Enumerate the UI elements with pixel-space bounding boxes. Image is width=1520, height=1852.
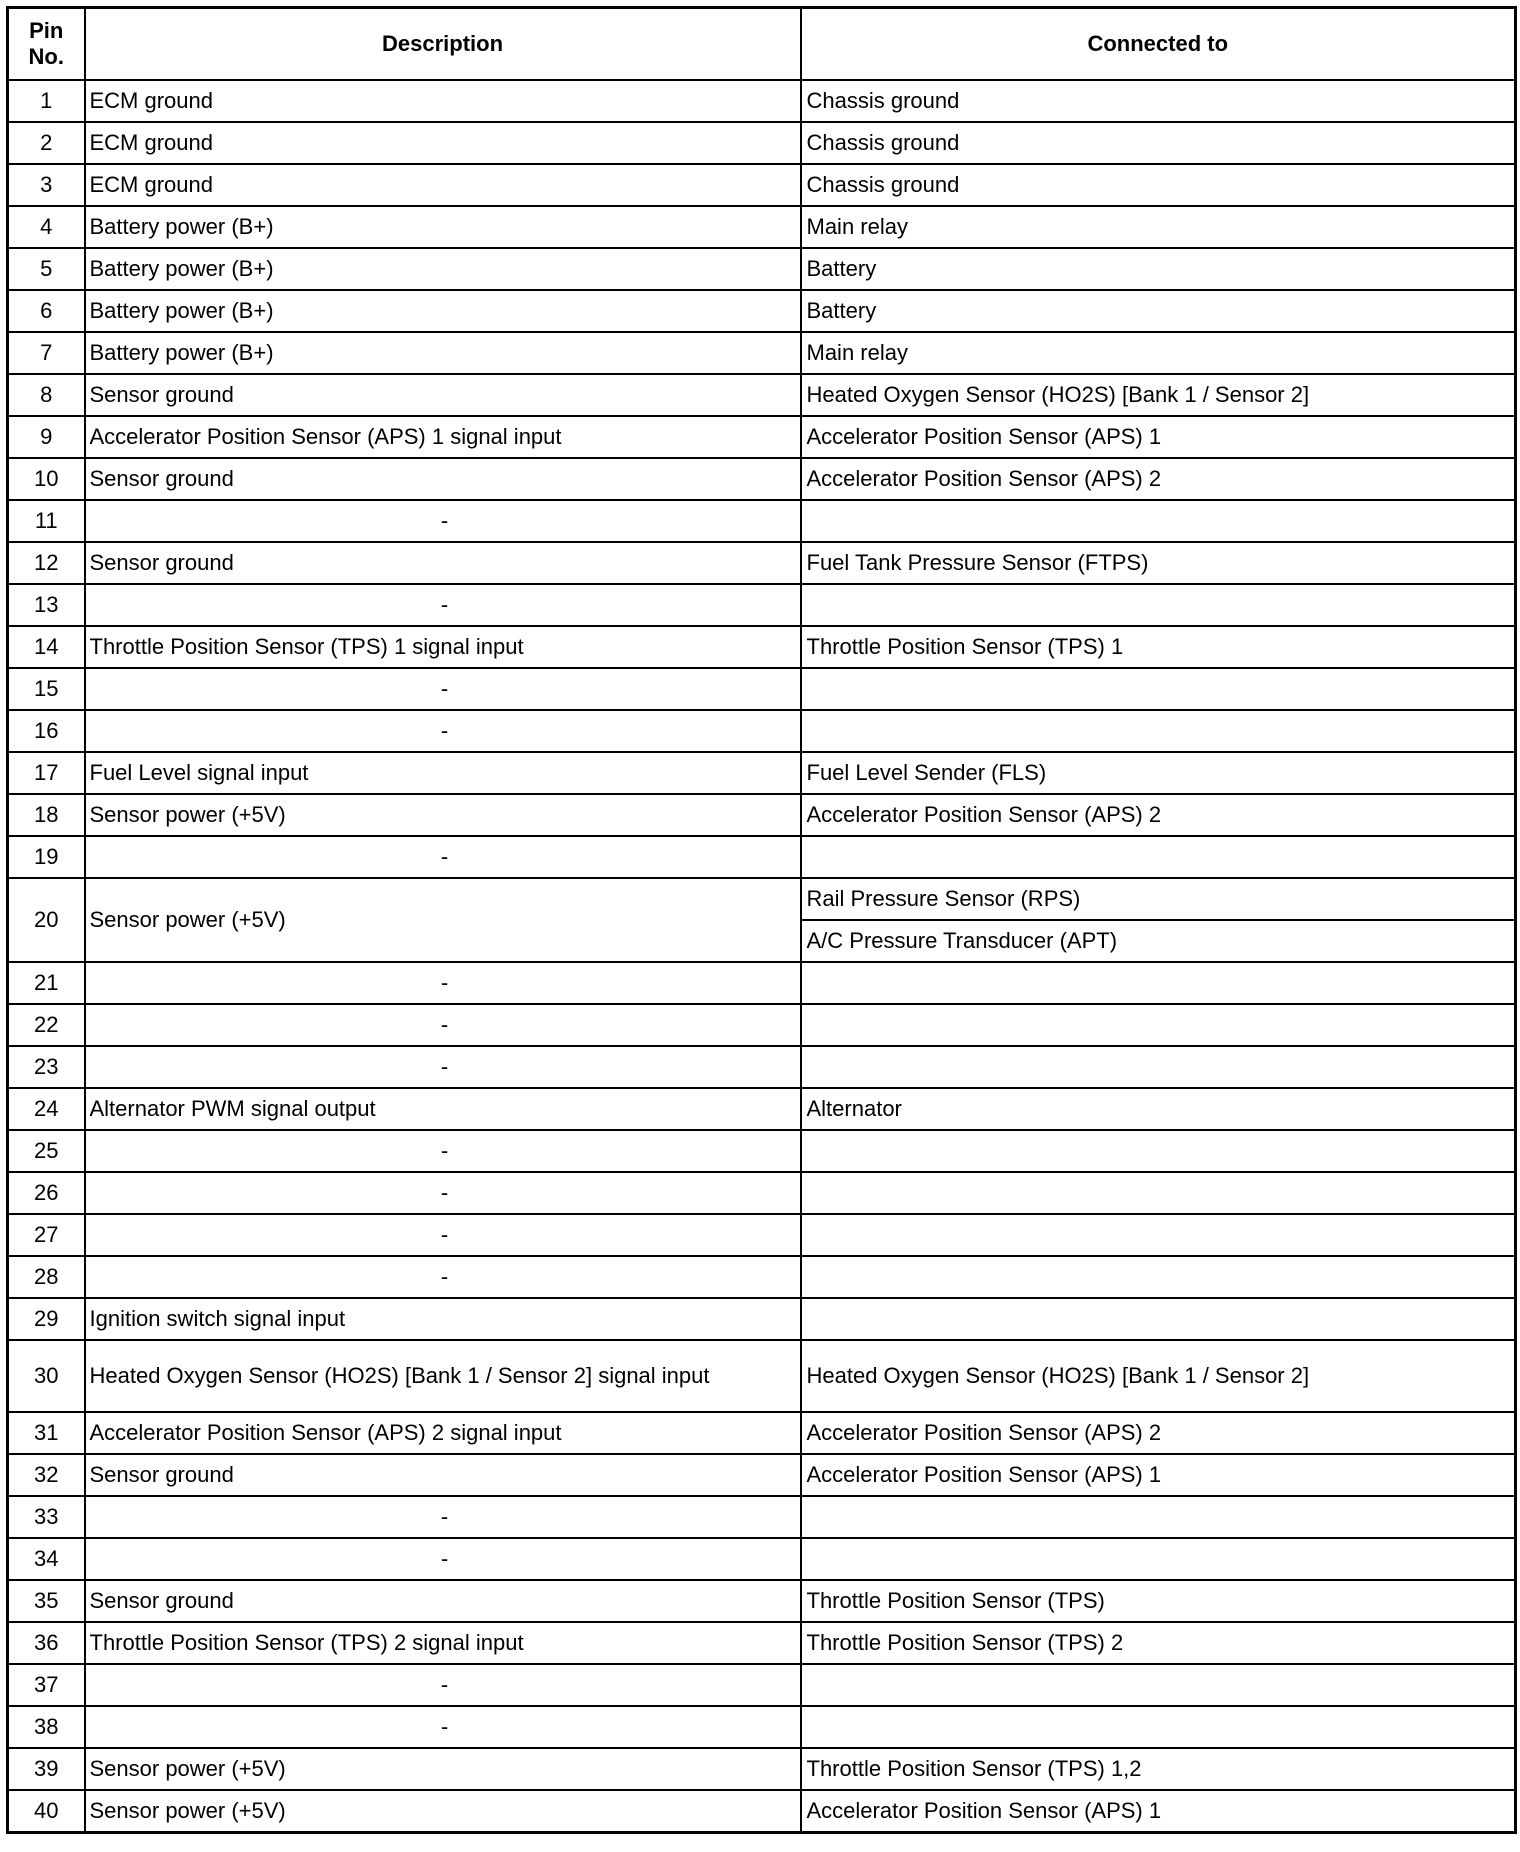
table-row bbox=[8, 878, 1516, 920]
pin-connected-to: Chassis ground bbox=[801, 80, 1516, 122]
pin-number: 7 bbox=[8, 332, 85, 374]
pin-number: 20 bbox=[8, 878, 85, 962]
header-pin: Pin No. bbox=[8, 8, 85, 81]
pin-description: Battery power (B+) bbox=[85, 248, 801, 290]
pin-number: 4 bbox=[8, 206, 85, 248]
pin-number: 12 bbox=[8, 542, 85, 584]
table-row bbox=[8, 626, 1516, 668]
pin-description: Sensor ground bbox=[85, 458, 801, 500]
pin-description: Heated Oxygen Sensor (HO2S) [Bank 1 / Sensor 2] signal input bbox=[85, 1340, 801, 1412]
table-row bbox=[8, 668, 1516, 710]
pin-connected-to: Alternator bbox=[801, 1088, 1516, 1130]
table-row bbox=[8, 122, 1516, 164]
pin-description: Sensor ground bbox=[85, 542, 801, 584]
pin-connected-to bbox=[801, 962, 1516, 1004]
header-connected-to: Connected to bbox=[801, 8, 1516, 81]
pin-connected-to: Throttle Position Sensor (TPS) bbox=[801, 1580, 1516, 1622]
pin-connected-to bbox=[801, 584, 1516, 626]
pin-connected-to: Fuel Level Sender (FLS) bbox=[801, 752, 1516, 794]
pin-number: 3 bbox=[8, 164, 85, 206]
table-row bbox=[8, 1256, 1516, 1298]
pin-number: 33 bbox=[8, 1496, 85, 1538]
pin-number: 18 bbox=[8, 794, 85, 836]
pin-description: - bbox=[85, 1496, 801, 1538]
table-row bbox=[8, 1538, 1516, 1580]
table-row bbox=[8, 416, 1516, 458]
pin-description: - bbox=[85, 1538, 801, 1580]
pin-connected-to: Main relay bbox=[801, 332, 1516, 374]
pin-number: 38 bbox=[8, 1706, 85, 1748]
table-row bbox=[8, 1496, 1516, 1538]
pin-description: Fuel Level signal input bbox=[85, 752, 801, 794]
pin-connected-to: Heated Oxygen Sensor (HO2S) [Bank 1 / Sensor 2] bbox=[801, 1340, 1516, 1412]
table-row bbox=[8, 1172, 1516, 1214]
header-description: Description bbox=[85, 8, 801, 81]
pin-connected-to: Throttle Position Sensor (TPS) 2 bbox=[801, 1622, 1516, 1664]
pin-description: - bbox=[85, 710, 801, 752]
table-row bbox=[8, 962, 1516, 1004]
pin-connected-to: Accelerator Position Sensor (APS) 1 bbox=[801, 1454, 1516, 1496]
table-row bbox=[8, 1340, 1516, 1412]
pin-description: ECM ground bbox=[85, 80, 801, 122]
pin-number: 28 bbox=[8, 1256, 85, 1298]
pin-description: Sensor ground bbox=[85, 374, 801, 416]
table-row bbox=[8, 794, 1516, 836]
pin-connected-to: Throttle Position Sensor (TPS) 1 bbox=[801, 626, 1516, 668]
pin-description: Throttle Position Sensor (TPS) 1 signal input bbox=[85, 626, 801, 668]
pin-number: 13 bbox=[8, 584, 85, 626]
table-row bbox=[8, 1130, 1516, 1172]
table-row bbox=[8, 206, 1516, 248]
pin-connected-to: Accelerator Position Sensor (APS) 2 bbox=[801, 1412, 1516, 1454]
pin-connected-to: Chassis ground bbox=[801, 122, 1516, 164]
pin-connected-to: Fuel Tank Pressure Sensor (FTPS) bbox=[801, 542, 1516, 584]
pin-description: - bbox=[85, 1214, 801, 1256]
pin-description: Sensor power (+5V) bbox=[85, 794, 801, 836]
pin-number: 9 bbox=[8, 416, 85, 458]
pin-number: 34 bbox=[8, 1538, 85, 1580]
pin-description: ECM ground bbox=[85, 164, 801, 206]
pin-number: 31 bbox=[8, 1412, 85, 1454]
pin-description: Throttle Position Sensor (TPS) 2 signal input bbox=[85, 1622, 801, 1664]
pin-connected-to bbox=[801, 1706, 1516, 1748]
pin-number: 36 bbox=[8, 1622, 85, 1664]
pin-description: Battery power (B+) bbox=[85, 290, 801, 332]
pin-description: - bbox=[85, 836, 801, 878]
pin-connected-to: Accelerator Position Sensor (APS) 2 bbox=[801, 794, 1516, 836]
table-row bbox=[8, 1004, 1516, 1046]
table-row bbox=[8, 374, 1516, 416]
pin-connected-to bbox=[801, 710, 1516, 752]
pin-number: 11 bbox=[8, 500, 85, 542]
pin-description: Ignition switch signal input bbox=[85, 1298, 801, 1340]
pin-connected-to bbox=[801, 1538, 1516, 1580]
table-row bbox=[8, 584, 1516, 626]
pin-connected-to: Battery bbox=[801, 290, 1516, 332]
pin-number: 10 bbox=[8, 458, 85, 500]
pin-number: 30 bbox=[8, 1340, 85, 1412]
pin-description: - bbox=[85, 1256, 801, 1298]
pin-description: Accelerator Position Sensor (APS) 2 signal input bbox=[85, 1412, 801, 1454]
pin-connected-to bbox=[801, 1256, 1516, 1298]
pin-table bbox=[6, 6, 1517, 1834]
pin-description: - bbox=[85, 1130, 801, 1172]
pin-number: 24 bbox=[8, 1088, 85, 1130]
table-row bbox=[8, 1088, 1516, 1130]
pin-number: 16 bbox=[8, 710, 85, 752]
pin-connected-to bbox=[801, 1298, 1516, 1340]
pin-connected-to: Accelerator Position Sensor (APS) 1 bbox=[801, 416, 1516, 458]
table-row bbox=[8, 1214, 1516, 1256]
pin-number: 26 bbox=[8, 1172, 85, 1214]
pin-number: 22 bbox=[8, 1004, 85, 1046]
table-row bbox=[8, 1046, 1516, 1088]
pin-description: Sensor power (+5V) bbox=[85, 878, 801, 962]
table-row bbox=[8, 500, 1516, 542]
pin-description: - bbox=[85, 1004, 801, 1046]
pin-connected-to: Accelerator Position Sensor (APS) 2 bbox=[801, 458, 1516, 500]
pin-description: Sensor power (+5V) bbox=[85, 1748, 801, 1790]
pin-description: Alternator PWM signal output bbox=[85, 1088, 801, 1130]
pin-connected-to bbox=[801, 1496, 1516, 1538]
pin-number: 40 bbox=[8, 1790, 85, 1833]
pin-number: 35 bbox=[8, 1580, 85, 1622]
pin-number: 23 bbox=[8, 1046, 85, 1088]
table-row bbox=[8, 1748, 1516, 1790]
pin-connected-to bbox=[801, 1664, 1516, 1706]
pin-description: Sensor ground bbox=[85, 1454, 801, 1496]
header-row bbox=[8, 8, 1516, 81]
table-row bbox=[8, 290, 1516, 332]
table-row bbox=[8, 248, 1516, 290]
pin-connected-to: Main relay bbox=[801, 206, 1516, 248]
pin-description: - bbox=[85, 1172, 801, 1214]
table-row bbox=[8, 710, 1516, 752]
table-row bbox=[8, 1454, 1516, 1496]
pin-number: 14 bbox=[8, 626, 85, 668]
table-row bbox=[8, 836, 1516, 878]
pin-number: 2 bbox=[8, 122, 85, 164]
table-row bbox=[8, 1790, 1516, 1833]
pin-description: Battery power (B+) bbox=[85, 332, 801, 374]
pin-connected-to: Throttle Position Sensor (TPS) 1,2 bbox=[801, 1748, 1516, 1790]
pin-number: 21 bbox=[8, 962, 85, 1004]
pin-description: - bbox=[85, 1046, 801, 1088]
pin-description: - bbox=[85, 962, 801, 1004]
pin-number: 19 bbox=[8, 836, 85, 878]
pin-number: 25 bbox=[8, 1130, 85, 1172]
pin-number: 5 bbox=[8, 248, 85, 290]
table-row bbox=[8, 1622, 1516, 1664]
pin-description: - bbox=[85, 584, 801, 626]
table-row bbox=[8, 80, 1516, 122]
pin-connected-to bbox=[801, 836, 1516, 878]
pin-connected-to bbox=[801, 1004, 1516, 1046]
table-row bbox=[8, 332, 1516, 374]
table-row bbox=[8, 458, 1516, 500]
pin-connected-to bbox=[801, 1046, 1516, 1088]
pin-connected-to: Battery bbox=[801, 248, 1516, 290]
pin-connected-to: Chassis ground bbox=[801, 164, 1516, 206]
table-row bbox=[8, 1298, 1516, 1340]
pin-description: - bbox=[85, 1664, 801, 1706]
pin-description: Accelerator Position Sensor (APS) 1 signal input bbox=[85, 416, 801, 458]
pin-description: Battery power (B+) bbox=[85, 206, 801, 248]
pin-connected-to bbox=[801, 668, 1516, 710]
pin-number: 32 bbox=[8, 1454, 85, 1496]
table-row bbox=[8, 752, 1516, 794]
pin-description: - bbox=[85, 668, 801, 710]
pin-description: - bbox=[85, 500, 801, 542]
pin-description: ECM ground bbox=[85, 122, 801, 164]
table-row bbox=[8, 1580, 1516, 1622]
pin-description: Sensor power (+5V) bbox=[85, 1790, 801, 1833]
table-row bbox=[8, 1706, 1516, 1748]
pin-connected-to: Accelerator Position Sensor (APS) 1 bbox=[801, 1790, 1516, 1833]
pin-description: Sensor ground bbox=[85, 1580, 801, 1622]
table-row bbox=[8, 164, 1516, 206]
pin-number: 37 bbox=[8, 1664, 85, 1706]
pin-number: 15 bbox=[8, 668, 85, 710]
pin-number: 39 bbox=[8, 1748, 85, 1790]
pin-number: 27 bbox=[8, 1214, 85, 1256]
table-row bbox=[8, 1664, 1516, 1706]
pin-description: - bbox=[85, 1706, 801, 1748]
pin-connected-to: A/C Pressure Transducer (APT) bbox=[801, 920, 1516, 962]
pin-number: 17 bbox=[8, 752, 85, 794]
table-row bbox=[8, 542, 1516, 584]
pin-connected-to bbox=[801, 1130, 1516, 1172]
pin-connected-to: Heated Oxygen Sensor (HO2S) [Bank 1 / Sensor 2] bbox=[801, 374, 1516, 416]
pin-connected-to bbox=[801, 1214, 1516, 1256]
pin-number: 6 bbox=[8, 290, 85, 332]
pin-connected-to: Rail Pressure Sensor (RPS) bbox=[801, 878, 1516, 920]
pin-number: 1 bbox=[8, 80, 85, 122]
pin-number: 8 bbox=[8, 374, 85, 416]
pin-number: 29 bbox=[8, 1298, 85, 1340]
pin-connected-to bbox=[801, 500, 1516, 542]
pin-connected-to bbox=[801, 1172, 1516, 1214]
table-row bbox=[8, 1412, 1516, 1454]
